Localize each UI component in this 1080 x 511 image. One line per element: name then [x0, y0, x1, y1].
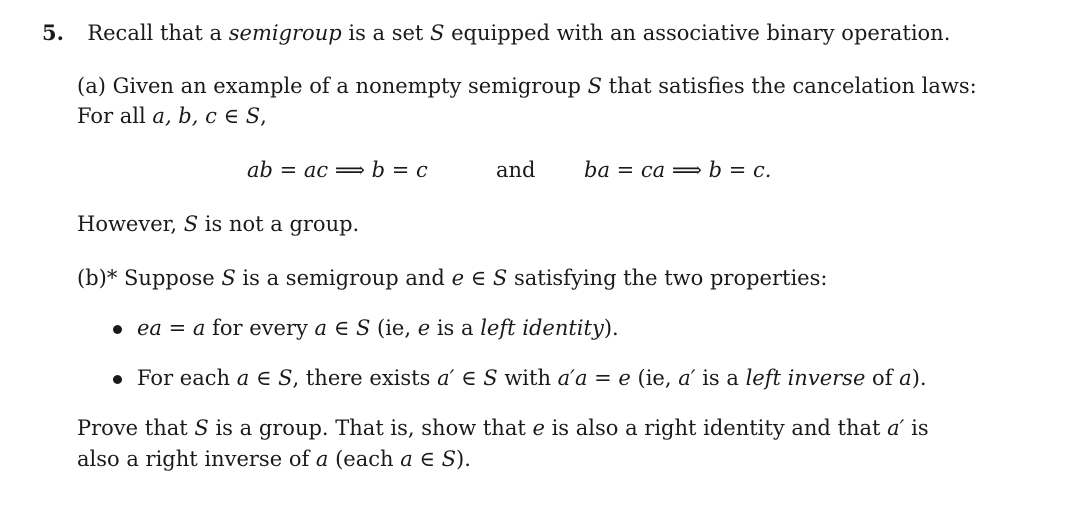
var-aprime: a′ — [678, 366, 696, 390]
for-each-text: For each — [137, 366, 237, 390]
var-s: S — [587, 74, 602, 98]
bullet-left-identity — [137, 318, 619, 339]
prove2-end: ). — [456, 447, 471, 471]
math-ea-eq-a: ea = a — [137, 316, 206, 340]
var-aprime: a′ — [887, 416, 905, 440]
part-b-mid: is a semigroup and — [235, 266, 452, 290]
part-a-text-post: that satisfies the cancelation laws: — [602, 74, 977, 98]
math-aprime-in-s: a′ ∈ S — [437, 366, 498, 390]
math-a-in-s: a ∈ S — [236, 366, 293, 390]
math-aprime-a-eq-e: a′a = e — [557, 366, 631, 390]
prove2-mid: (each — [328, 447, 401, 471]
math-e-in-s: e ∈ S — [451, 266, 508, 290]
intro-text-pre: Recall that a — [87, 21, 229, 45]
is-a-text: is a — [695, 366, 746, 390]
is-a-text: is a — [430, 316, 481, 340]
paren-close: ). — [603, 316, 619, 340]
part-a-text-pre: Given an example of a nonempty semigroup — [112, 74, 588, 98]
part-b-label: (b)* — [77, 266, 118, 290]
of-text: of — [865, 366, 900, 390]
part-a-line2 — [77, 106, 267, 127]
bullet-dot — [113, 325, 122, 334]
however-pre: However, — [77, 212, 184, 236]
prove-mid: is a group. That is, show that — [208, 416, 533, 440]
semigroup-term: semigroup — [228, 21, 342, 45]
var-e: e — [532, 416, 545, 440]
part-a-label: (a) — [77, 74, 106, 98]
var-s: S — [430, 21, 445, 45]
bullet-left-inverse — [137, 368, 927, 389]
var-e: e — [417, 316, 431, 340]
math-a-in-s: a ∈ S — [314, 316, 371, 340]
ie-open: (ie, — [630, 366, 679, 390]
left-identity-term: left identity — [480, 316, 604, 340]
problem-intro — [42, 22, 950, 44]
paren-close: ). — [911, 366, 927, 390]
prove2-pre: also a right inverse of — [77, 447, 316, 471]
for-all-text: For all — [77, 104, 153, 128]
display-left-implication: ab = ac ⟹ b = c — [247, 158, 428, 182]
ie-open: (ie, — [370, 316, 418, 340]
comma: , — [260, 104, 267, 128]
var-a: a — [899, 366, 912, 390]
part-b-intro — [77, 268, 827, 289]
intro-text-post: equipped with an associative binary operation. — [444, 21, 951, 45]
however-post: is not a group. — [198, 212, 360, 236]
however-line — [77, 214, 359, 235]
part-b-pre: Suppose — [124, 266, 222, 290]
prove-mid2: is also a right identity and that — [544, 416, 888, 440]
var-a: a — [315, 447, 329, 471]
intro-text-mid: is a set — [341, 21, 431, 45]
prove-line1 — [77, 418, 929, 439]
with-text: with — [497, 366, 558, 390]
var-s: S — [194, 416, 209, 440]
left-inverse-term: left inverse — [745, 366, 866, 390]
display-right-implication: ba = ca ⟹ b = c. — [584, 158, 772, 182]
part-b-post: satisfying the two properties: — [507, 266, 828, 290]
prove-end: is — [904, 416, 929, 440]
there-exists-text: , there exists — [292, 366, 438, 390]
prove-line2 — [77, 449, 471, 470]
problem-number: 5. — [42, 20, 64, 45]
part-a-line1 — [77, 76, 977, 97]
var-s: S — [183, 212, 199, 236]
var-s: S — [221, 266, 236, 290]
display-and: and — [496, 158, 536, 182]
prove-pre: Prove that — [77, 416, 195, 440]
math-a-in-s: a ∈ S — [400, 447, 457, 471]
for-every-text: for every — [205, 316, 315, 340]
bullet-dot — [113, 375, 122, 384]
math-abc-in-s: a, b, c ∈ S — [152, 104, 261, 128]
